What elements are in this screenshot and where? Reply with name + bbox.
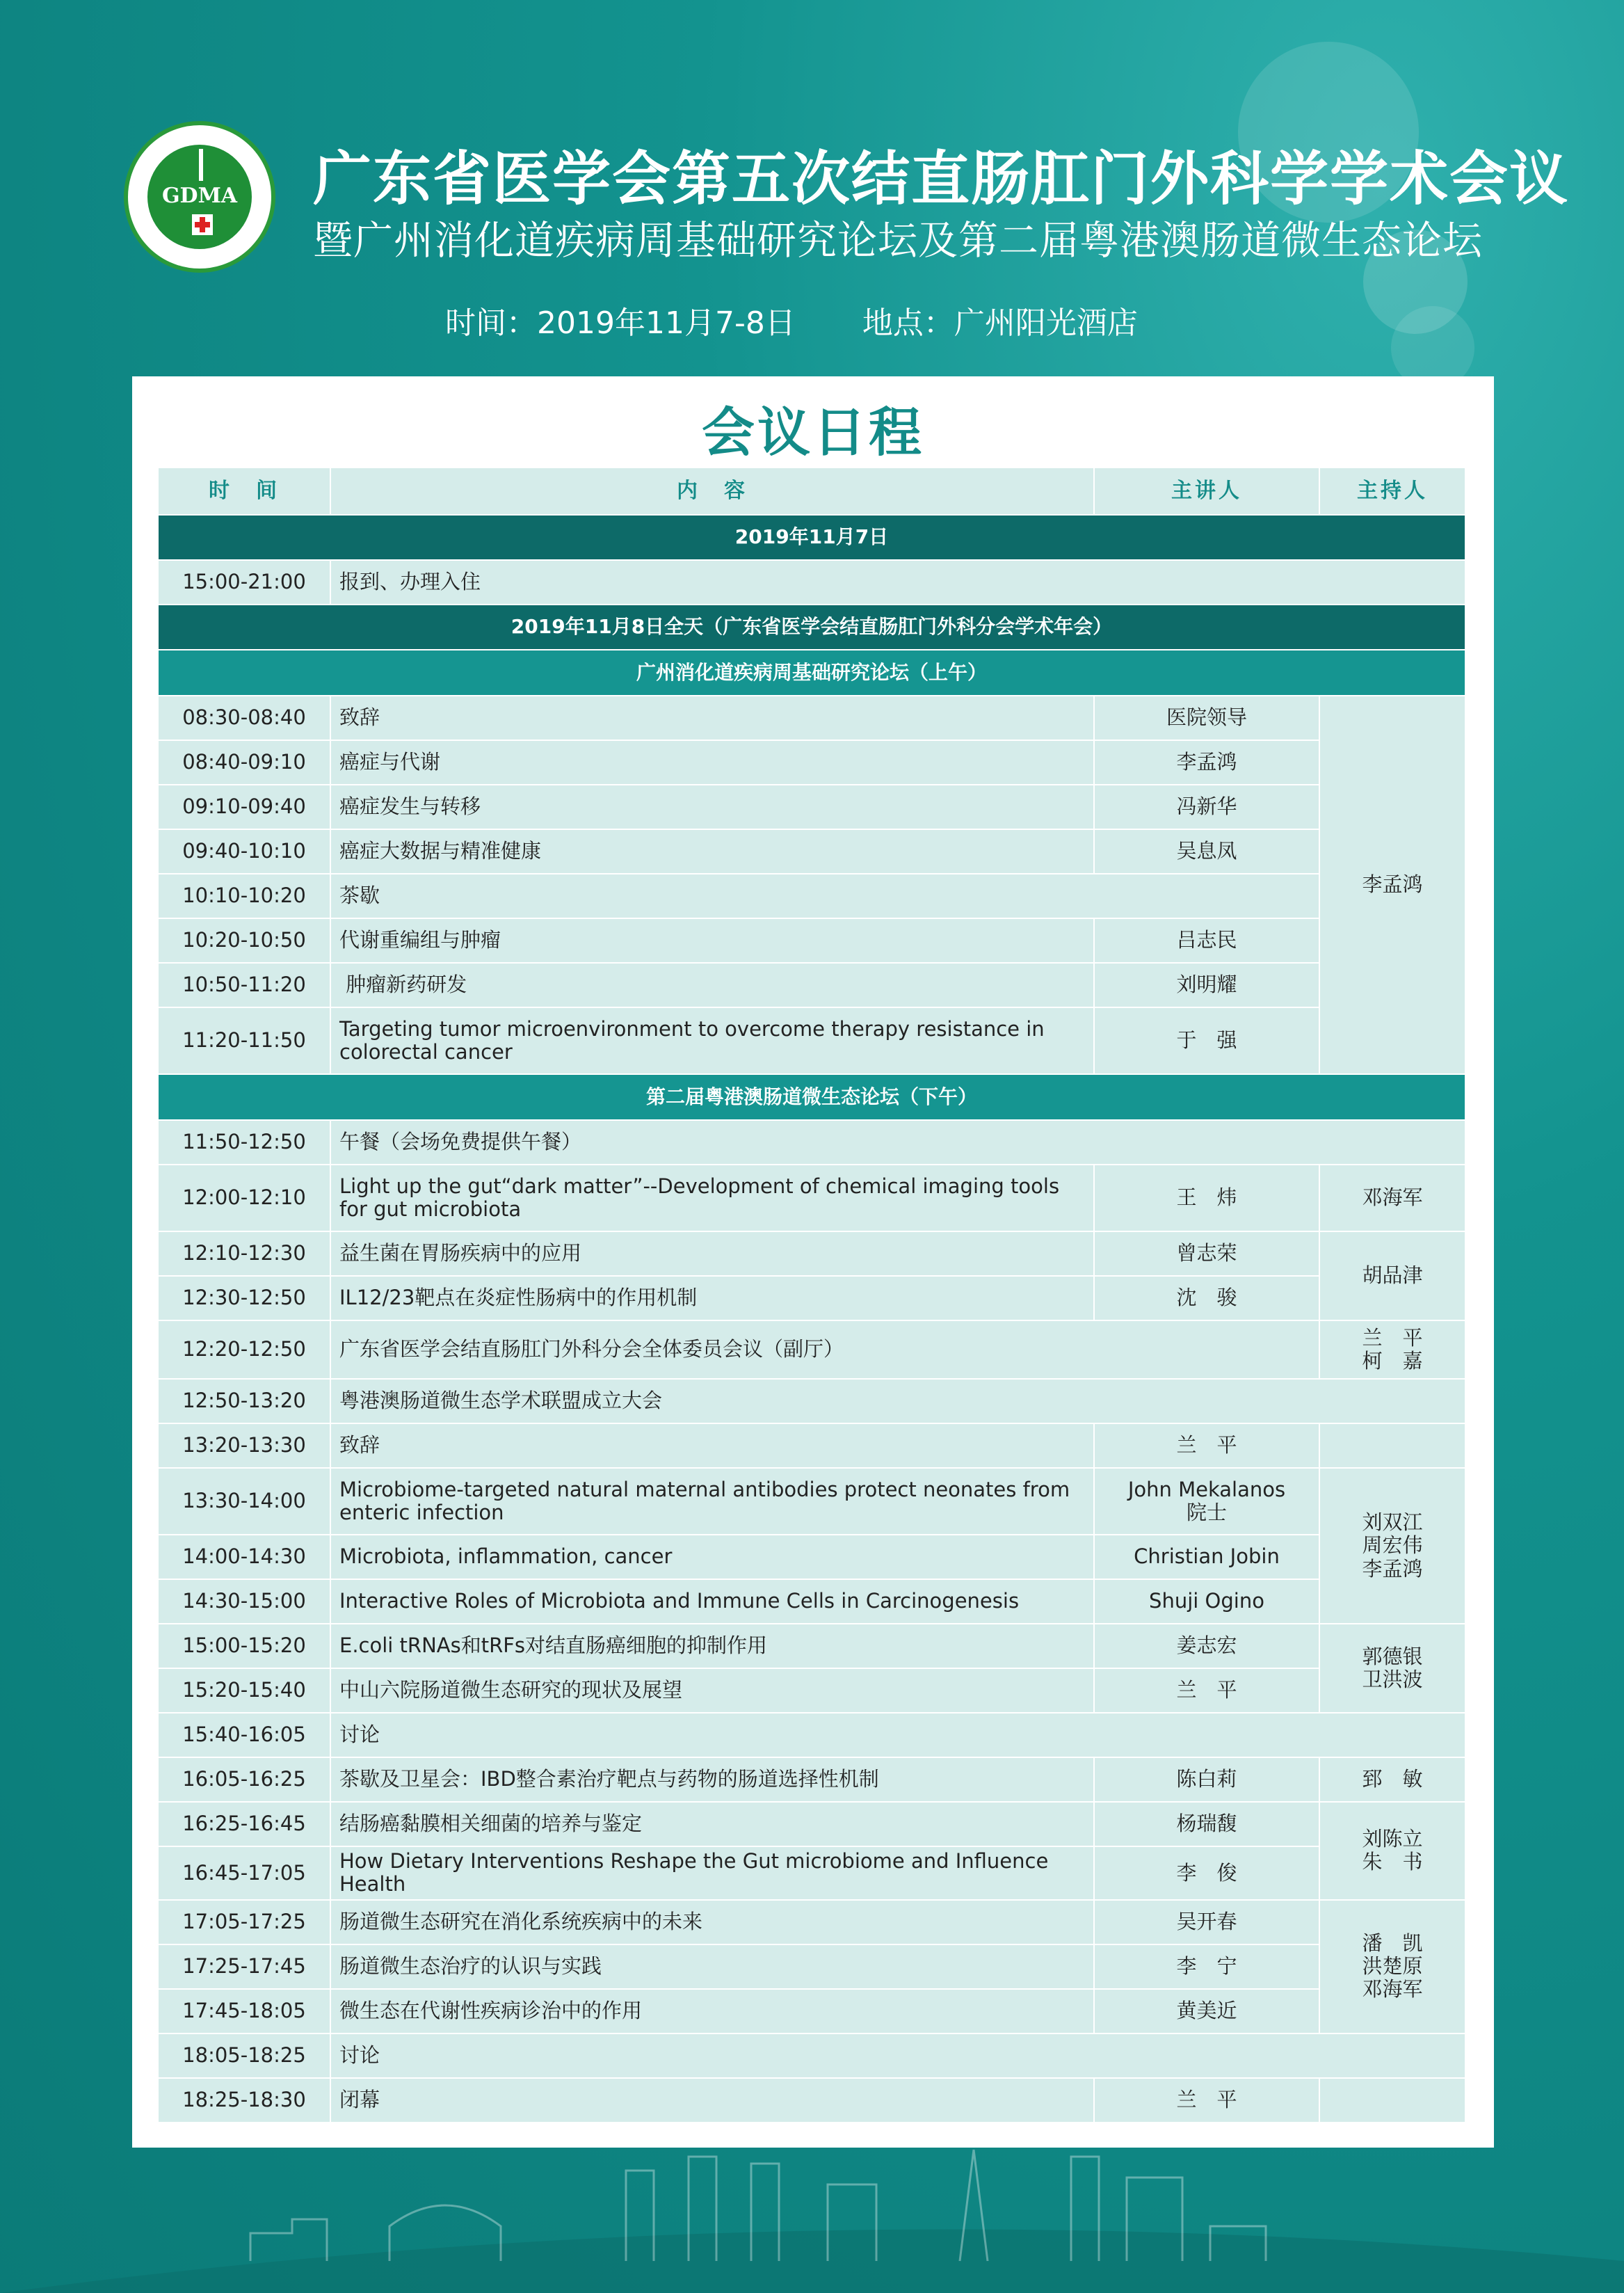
col-speaker: 主讲人 [1094, 468, 1319, 515]
section-pm: 第二届粤港澳肠道微生态论坛（下午） [158, 1074, 1465, 1120]
table-row: 12:50-13:20 粤港澳肠道微生态学术联盟成立大会 [158, 1379, 1465, 1423]
meta-line [445, 298, 1205, 342]
table-row: 12:00-12:10 Light up the gut“dark matter”--Development of chemical imaging tools for gut microbiota 王 炜 邓海军 [158, 1165, 1465, 1231]
event-venue: 地点：广州阳光酒店 [862, 305, 1138, 341]
gdma-logo [124, 121, 275, 273]
table-row: 10:20-10:50 代谢重编组与肿瘤 吕志民 [158, 918, 1465, 963]
table-row: 09:10-09:40 癌症发生与转移 冯新华 [158, 785, 1465, 829]
table-row: 12:10-12:30 益生菌在胃肠疾病中的应用 曾志荣 胡品津 [158, 1231, 1465, 1276]
table-row: 11:50-12:50 午餐（会场免费提供午餐） [158, 1120, 1465, 1165]
sub-title: 暨广州消化道疾病周基础研究论坛及第二届粤港澳肠道微生态论坛 [313, 218, 1483, 264]
table-row: 13:30-14:00 Microbiome-targeted natural maternal antibodies protect neonates from enteric infection John Mekalanos 院士 刘双江 周宏伟 李孟鸿 [158, 1468, 1465, 1535]
table-row: 13:20-13:30 致辞 兰 平 [158, 1423, 1465, 1468]
main-title: 广东省医学会第五次结直肠肛门外科学学术会议 [313, 145, 1570, 213]
table-row: 16:05-16:25 茶歇及卫星会：IBD整合素治疗靶点与药物的肠道选择性机制 陈白莉 郅 敏 [158, 1757, 1465, 1802]
table-row: 18:25-18:30 闭幕 兰 平 [158, 2078, 1465, 2123]
city-skyline-illustration [0, 2143, 1624, 2293]
table-row: 11:20-11:50 Targeting tumor microenvironment to overcome therapy resistance in colorectal cancer 于 强 [158, 1007, 1465, 1074]
table-row: 17:05-17:25 肠道微生态研究在消化系统疾病中的未来 吴开春 潘 凯 洪楚原 邓海军 [158, 1900, 1465, 1944]
header-row [158, 468, 1465, 515]
schedule-table [157, 467, 1466, 2123]
table-row: 10:10-10:20 茶歇 [158, 874, 1465, 918]
table-row: 15:00-21:00 报到、办理入住 [158, 560, 1465, 605]
table-row: 16:25-16:45 结肠癌黏膜相关细菌的培养与鉴定 杨瑞馥 刘陈立 朱 书 [158, 1802, 1465, 1846]
table-row: 15:20-15:40 中山六院肠道微生态研究的现状及展望 兰 平 [158, 1668, 1465, 1713]
table-row: 08:30-08:40 致辞 医院领导 李孟鸿 [158, 696, 1465, 740]
table-row: 17:45-18:05 微生态在代谢性疾病诊治中的作用 黄美近 [158, 1989, 1465, 2034]
table-row: 14:00-14:30 Microbiota, inflammation, cancer Christian Jobin [158, 1535, 1465, 1579]
col-host: 主持人 [1319, 468, 1465, 515]
table-row: 08:40-09:10 癌症与代谢 李孟鸿 [158, 740, 1465, 785]
logo-text: GDMA [161, 184, 238, 208]
table-row: 12:20-12:50 广东省医学会结直肠肛门外科分会全体委员会议（副厅） 兰 平 柯 嘉 [158, 1320, 1465, 1379]
table-row: 10:50-11:20 肿瘤新药研发 刘明耀 [158, 963, 1465, 1007]
event-time: 时间：2019年11月7-8日 [445, 305, 796, 341]
host-cell: 李孟鸿 [1319, 696, 1465, 1074]
col-content: 内 容 [330, 468, 1094, 515]
table-row: 09:40-10:10 癌症大数据与精准健康 吴息凤 [158, 829, 1465, 874]
section-am: 广州消化道疾病周基础研究论坛（上午） [158, 650, 1465, 696]
table-row: 15:40-16:05 讨论 [158, 1713, 1465, 1757]
section-day2: 2019年11月8日全天（广东省医学会结直肠肛门外科分会学术年会） [158, 605, 1465, 650]
table-row: 18:05-18:25 讨论 [158, 2034, 1465, 2078]
table-row: 14:30-15:00 Interactive Roles of Microbiota and Immune Cells in Carcinogenesis Shuji Ogino [158, 1579, 1465, 1624]
red-cross-icon [192, 214, 213, 235]
panel-title: 会议日程 [702, 401, 924, 463]
col-time: 时 间 [158, 468, 330, 515]
table-row: 15:00-15:20 E.coli tRNAs和tRFs对结直肠癌细胞的抑制作用 姜志宏 郭德银 卫洪波 [158, 1624, 1465, 1668]
schedule-panel [132, 376, 1494, 2148]
table-row: 17:25-17:45 肠道微生态治疗的认识与实践 李 宁 [158, 1944, 1465, 1989]
section-day1: 2019年11月7日 [158, 515, 1465, 560]
table-row: 16:45-17:05 How Dietary Interventions Reshape the Gut microbiome and Influence Health 李 俊 [158, 1846, 1465, 1900]
table-row: 12:30-12:50 IL12/23靶点在炎症性肠病中的作用机制 沈 骏 [158, 1276, 1465, 1320]
